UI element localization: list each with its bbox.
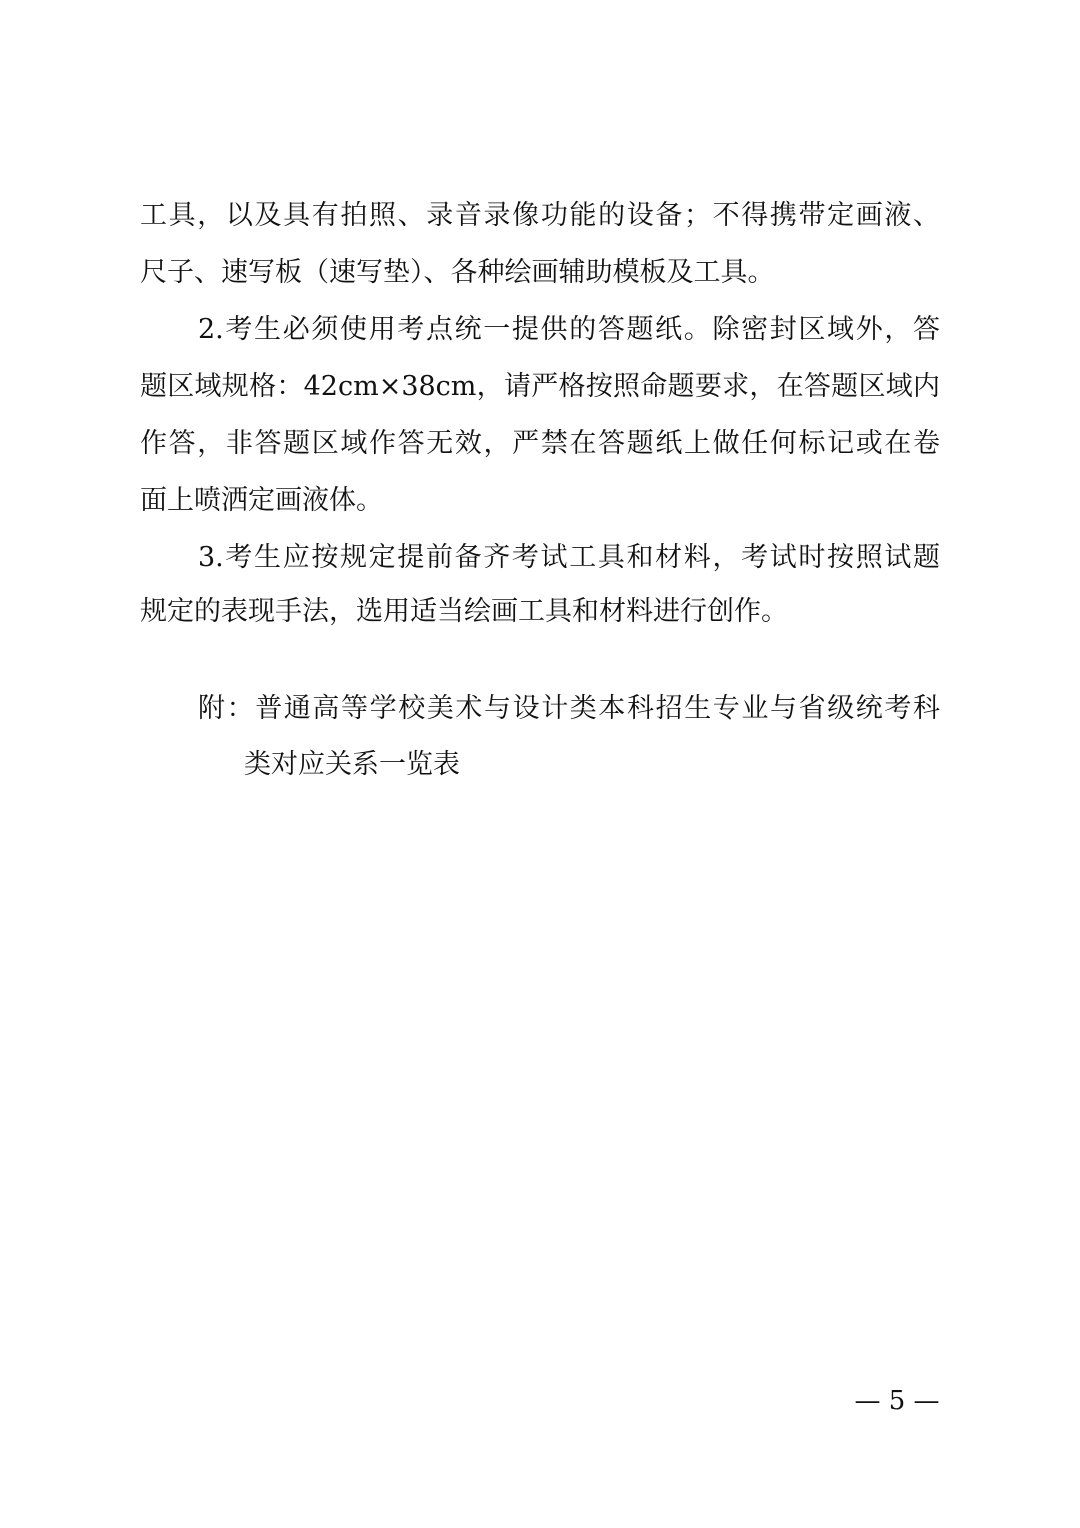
page-number: — 5 —	[854, 1386, 940, 1416]
paragraph-1-line-2: 尺子、速写板（速写垫）、各种绘画辅助模板及工具。	[140, 257, 775, 288]
paragraph-3-line-1: 3.考生应按规定提前备齐考试工具和材料，考试时按照试题	[198, 542, 940, 573]
appendix-line-1: 附：普通高等学校美术与设计类本科招生专业与省级统考科	[198, 693, 940, 724]
paragraph-2-line-3: 作答，非答题区域作答无效，严禁在答题纸上做任何标记或在卷	[140, 428, 940, 459]
paragraph-3-line-2: 规定的表现手法，选用适当绘画工具和材料进行创作。	[140, 596, 788, 627]
paragraph-2-line-1: 2.考生必须使用考点统一提供的答题纸。除密封区域外，答	[198, 314, 940, 345]
paragraph-2-line-4: 面上喷洒定画液体。	[140, 485, 383, 516]
paragraph-1-line-1: 工具，以及具有拍照、录音录像功能的设备；不得携带定画液、	[140, 200, 940, 231]
paragraph-2-line-2: 题区域规格：42cm×38cm，请严格按照命题要求，在答题区域内	[140, 371, 940, 402]
appendix-line-2: 类对应关系一览表	[244, 749, 460, 780]
